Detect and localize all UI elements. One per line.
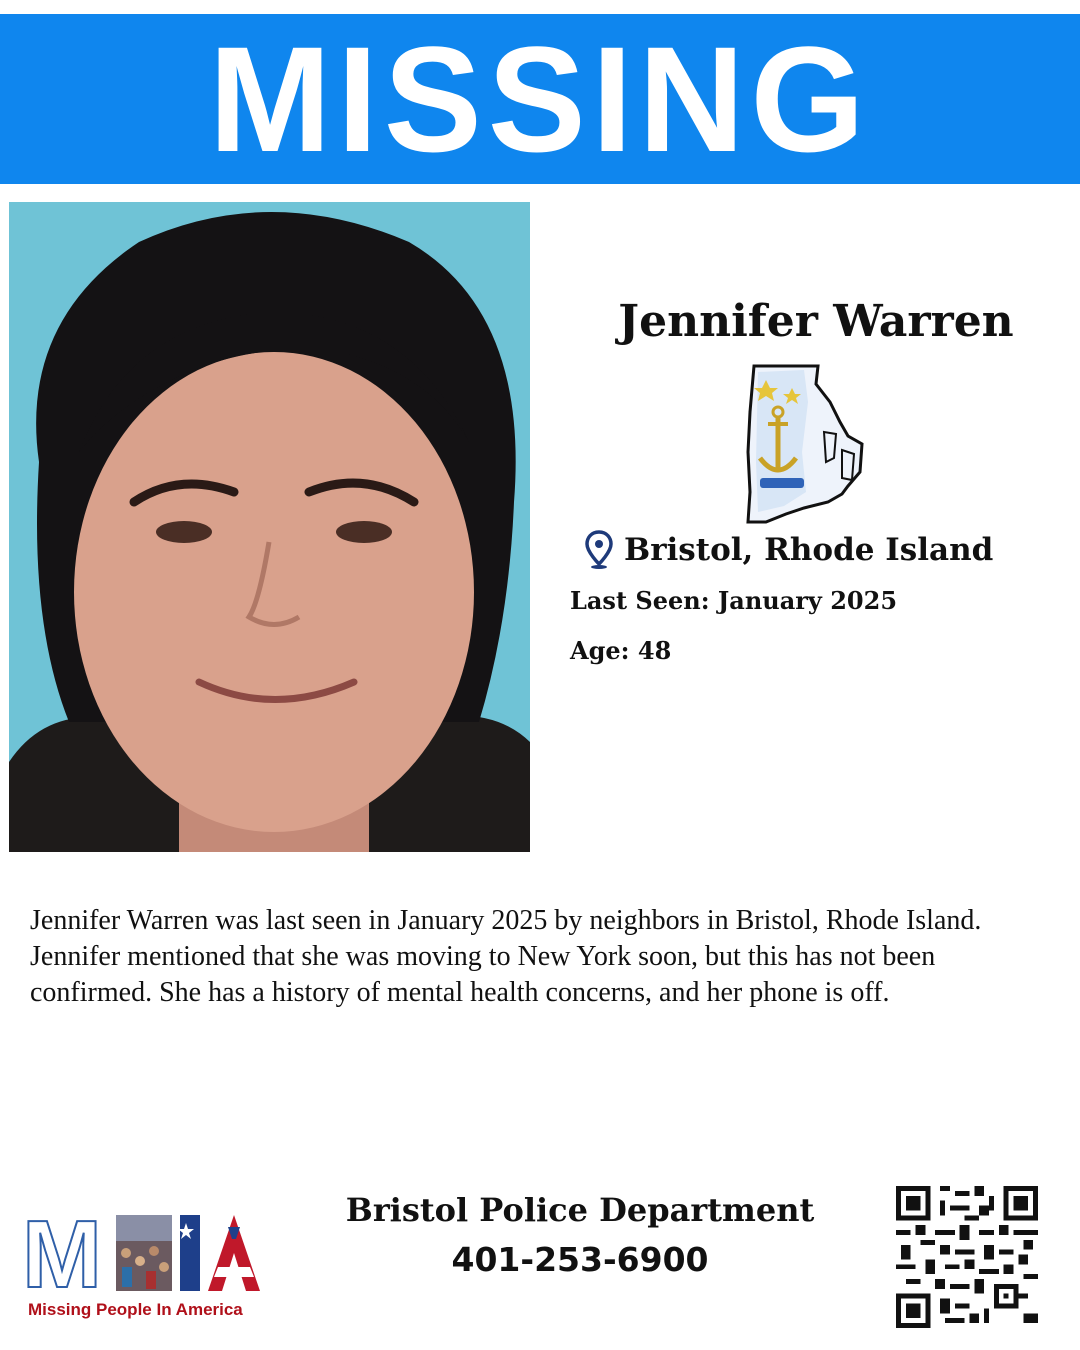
portrait-photo-icon <box>9 202 530 852</box>
logo-tagline: Missing People In America <box>28 1300 243 1319</box>
missing-person-photo <box>9 202 530 852</box>
location <box>584 530 993 570</box>
svg-text:M: M <box>22 1205 102 1308</box>
case-description: Jennifer Warren was last seen in January 2025 by neighbors in Bristol, Rhode Island. Jennifer mentioned that she was moving to New York soon, but this has not been confirmed. She has a history of mental health concerns, and her phone is off. <box>30 905 982 1008</box>
person-name: Jennifer Warren <box>618 296 1014 347</box>
rhode-island-flag-map-icon <box>744 362 874 528</box>
location-pin-icon <box>584 530 614 570</box>
contact-info <box>330 1188 830 1288</box>
banner-title: MISSING <box>209 15 871 183</box>
qr-code-icon[interactable] <box>896 1186 1038 1328</box>
location-text: Bristol, Rhode Island <box>624 532 994 568</box>
contact-phone[interactable]: 401-253-6900 <box>451 1240 709 1279</box>
last-seen: Last Seen: January 2025 <box>570 586 898 615</box>
contact-department: Bristol Police Department <box>345 1191 815 1229</box>
age: Age: 48 <box>570 636 672 665</box>
missing-banner <box>0 14 1080 184</box>
